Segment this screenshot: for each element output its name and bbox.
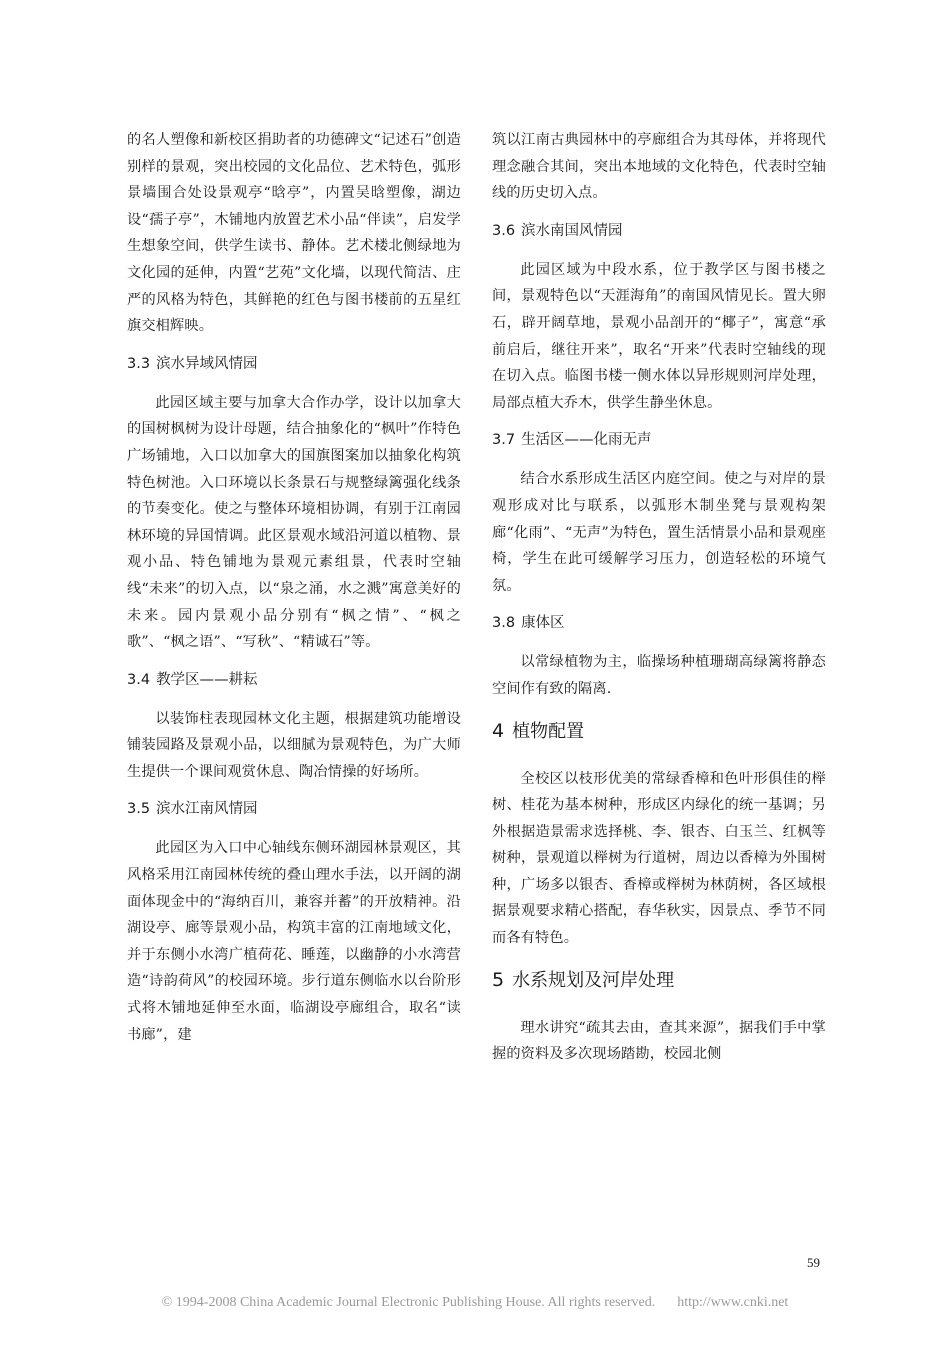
section-title: 水系规划及河岸处理 [512, 969, 675, 991]
footer-copyright [0, 1295, 950, 1311]
section-heading-3-7 [492, 428, 826, 452]
paragraph-3-5: 此园区为入口中心轴线东侧环湖园林景观区，其风格采用江南园林传统的叠山理水手法，以开阔的湖面体现金中的“海纳百川，兼容并蓄”的开放精神。沿湖设亭、廊等景观小品，构筑丰富的江南地域文化，并于东侧小水湾广植荷花、睡莲，以幽静的小水湾营造“诗韵荷风”的校园环境。步行道东侧临水以台阶形式将木铺地延伸至水面，临湖设亭廊组合，取名“读书廊”，建 [127, 840, 461, 1043]
section-number: 3.5 [127, 801, 151, 818]
paragraph-4: 全校区以枝形优美的常绿香樟和色叶形俱佳的榉树、桂花为基本树种，形成区内绿化的统一基调；另外根据造景需求选择桃、李、银杏、白玉兰、红枫等树种，景观道以榉树为行道树，周边以香樟为外围树种，广场多以银杏、香樟或榉树为林荫树，各区域根据景观要求精心搭配，春华秋实，因景点、季节不同而各有特色。 [492, 770, 826, 947]
right-column [492, 127, 826, 1068]
copyright-text: © 1994-2008 China Academic Journal Electronic Publishing House. All rights reserved. [161, 1295, 656, 1310]
paragraph-5: 理水讲究“疏其去由，查其来源”，据我们手中掌握的资料及多次现场踏勘，校园北侧 [492, 1019, 826, 1063]
paragraph-continued: 筑以江南古典园林中的亭廊组合为其母体，并将现代理念融合其间，突出本地域的文化特色，代表时空轴线的历史切入点。 [492, 132, 826, 202]
section-number: 3.4 [127, 671, 151, 688]
section-number: 4 [492, 719, 505, 742]
paragraph-3-6: 此园区域为中段水系，位于教学区与图书楼之间，景观特色以“天涯海角”的南国风情见长。置大卵石，辟开阔草地，景观小品剖开的“椰子”，寓意“承前启后，继往开来”，取名“开来”代表时空轴线的现在切入点。临图书楼一侧水体以异形规则河岸处理，局部点植大乔木，供学生静坐休息。 [492, 261, 826, 411]
section-title: 植物配置 [512, 720, 585, 742]
section-heading-4 [492, 717, 826, 746]
left-column [127, 127, 461, 1048]
section-number: 3.8 [492, 615, 516, 632]
paragraph-3-7: 结合水系形成生活区内庭空间。使之与对岸的景观形成对比与联系，以弧形木制坐凳与景观构架廊“化雨”、“无声”为特色，置生活情景小品和景观座椅，学生在此可缓解学习压力，创造轻松的环境气氛。 [492, 471, 826, 594]
section-title: 滨水江南风情园 [156, 801, 258, 818]
section-heading-3-8 [492, 611, 826, 635]
section-number: 3.7 [492, 432, 516, 449]
section-title: 滨水异域风情园 [156, 355, 258, 372]
paragraph-3-8: 以常绿植物为主，临操场种植珊瑚高绿篱将静态空间作有致的隔离. [492, 654, 826, 697]
section-number: 3.6 [492, 222, 516, 239]
section-heading-5 [492, 966, 826, 995]
page-number: 59 [807, 1255, 820, 1270]
paragraph-3-4: 以装饰柱表现园林文化主题，根据建筑功能增设铺装园路及景观小品，以细腻为景观特色，为广大师生提供一个课间观赏休息、陶冶情操的好场所。 [127, 710, 461, 780]
section-heading-3-6 [492, 219, 826, 243]
section-heading-3-5 [127, 797, 461, 821]
section-heading-3-4 [127, 668, 461, 692]
footer-url: http://www.cnki.net [677, 1295, 789, 1310]
section-number: 5 [492, 968, 505, 991]
section-number: 3.3 [127, 355, 151, 372]
section-heading-3-3 [127, 352, 461, 376]
section-title: 教学区——耕耘 [156, 671, 258, 688]
section-title: 康体区 [521, 615, 565, 632]
section-title: 生活区——化雨无声 [521, 432, 652, 449]
section-title: 滨水南国风情园 [521, 222, 623, 239]
paragraph-continued: 的名人塑像和新校区捐助者的功德碑文“记述石”创造别样的景观，突出校园的文化品位、艺术特色，弧形景墙围合处设景观亭“晗亭”，内置吴晗塑像，湖边设“孺子亭”，木铺地内放置艺术小品“伴读”，启发学生想象空间，供学生读书、静体。艺术楼北侧绿地为文化园的延伸，内置“艺苑”文化墙，以现代简洁、庄严的风格为特色，其鲜艳的红色与图书楼前的五星红旗交相辉映。 [127, 132, 461, 335]
paragraph-3-3: 此园区域主要与加拿大合作办学，设计以加拿大的国树枫树为设计母题，结合抽象化的“枫叶”作特色广场铺地，入口以加拿大的国旗图案加以抽象化构筑特色树池。入口环境以长条景石与规整绿篱强化线条的节奏变化。使之与整体环境相协调，有别于江南园林环境的异国情调。此区景观水域沿河道以植物、景观小品、特色铺地为景观元素组景，代表时空轴线“未来”的切入点，以“泉之涌，水之溅”寓意美好的未来。园内景观小品分别有“枫之情”、“枫之歌”、“枫之语”、“写秋”、“精诚石”等。 [127, 394, 461, 651]
